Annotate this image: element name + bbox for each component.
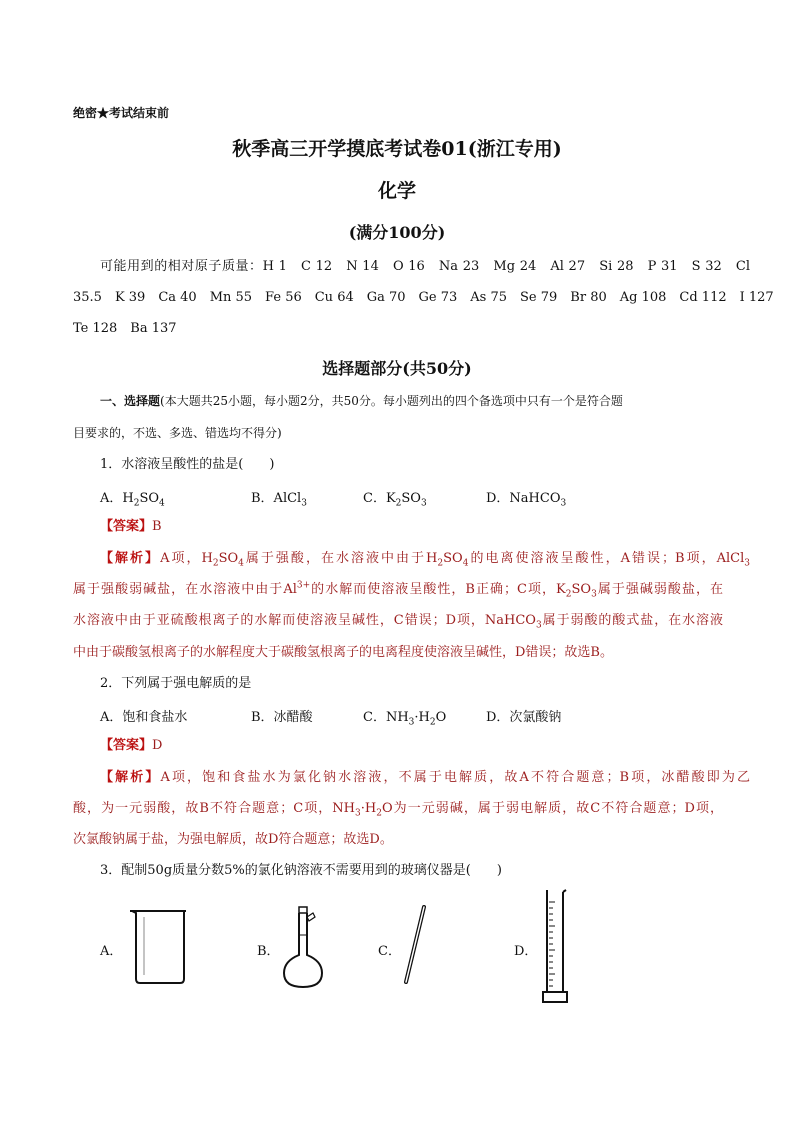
section-intro-line-2: 目要求的，不选、多选、错选均不得分) <box>73 426 282 440</box>
q3-label-a: A． <box>100 944 123 959</box>
beaker-icon <box>130 905 190 985</box>
section-title: 选择题部分(共50分) <box>322 359 472 378</box>
q2-option-c: C．$NH_3\cdot H_2O$ <box>363 710 447 728</box>
q1-analysis-line-2: 属于强酸弱碱盐，在水溶液中由于$Al^{3+}$的水解而使溶液呈酸性，B正确；C项，$K_2SO_3$属于强碱弱酸盐，在 <box>73 580 723 600</box>
confidential-mark: 绝密★考试结束前 <box>73 106 170 120</box>
q2-option-b: B．冰醋酸 <box>251 710 313 725</box>
q1-option-d: D．NaHCO$_3$ <box>486 491 567 509</box>
q2-analysis-line-1: 【解析】A项，饱和食盐水为氯化钠水溶液，不属于电解质，故A不符合题意；B项，冰醋酸即为乙 <box>100 770 750 785</box>
q1-stem: 1．水溶液呈酸性的盐是( ) <box>100 457 275 472</box>
q3-label-b: B． <box>257 944 280 959</box>
glass-rod-icon <box>400 905 430 985</box>
q2-analysis-line-2: 酸，为一元弱酸，故B不符合题意；C项，$NH_3\cdot H_2O$为一元弱碱，属于弱电解质，故C不符合题意；D项， <box>73 801 724 819</box>
atomic-mass-line-2: 35.5 K 39 Ca 40 Mn 55 Fe 56 Cu 64 Ga 70 Ge 73 As 75 Se 79 Br 80 Ag 108 Cd 112 I 127 <box>73 290 774 305</box>
full-score: (满分100分) <box>348 223 446 242</box>
section-intro-bold: 一、选择题 <box>100 394 161 408</box>
exam-title: 秋季高三开学摸底考试卷01(浙江专用) <box>232 138 562 160</box>
q3-label-c: C． <box>378 944 401 959</box>
section-intro-text: (本大题共25小题，每小题2分，共50分。每小题列出的四个备选项中只有一个是符合题 <box>160 394 623 408</box>
q1-analysis-line-1: 【解析】A项，$H_2SO_4$属于强酸，在水溶液中由于$H_2SO_4$的电离使溶液呈酸性，A错误；B项，AlCl$_3$ <box>100 551 750 569</box>
q1-option-c: C．$K_2SO_3$ <box>363 491 427 509</box>
q2-stem: 2．下列属于强电解质的是 <box>100 676 252 691</box>
atomic-mass-line-1: 可能用到的相对原子质量：H 1 C 12 N 14 O 16 Na 23 Mg 24 Al 27 Si 28 P 31 S 32 Cl <box>100 259 750 274</box>
q2-analysis-line-3: 次氯酸钠属于盐，为强电解质，故D符合题意；故选D。 <box>73 832 393 847</box>
q1-analysis-line-4: 中由于碳酸氢根离子的水解程度大于碳酸氢根离子的电离程度使溶液呈碱性，D错误；故选B。 <box>73 645 613 660</box>
subject-title: 化学 <box>377 180 416 202</box>
section-intro <box>100 392 750 410</box>
q1-answer: 【答案】B <box>100 519 162 534</box>
q3-label-d: D． <box>514 944 538 959</box>
q1-analysis-line-3: 水溶液中由于亚硫酸根离子的水解而使溶液呈碱性，C错误；D项，NaHCO$_3$属于弱酸的酸式盐，在水溶液 <box>73 613 723 631</box>
volumetric-flask-icon <box>280 905 330 990</box>
q2-option-d: D．次氯酸钠 <box>486 710 562 725</box>
q1-option-b: B．AlCl$_3$ <box>251 491 307 509</box>
atomic-mass-line-3: Te 128 Ba 137 <box>73 321 177 336</box>
q1-option-a: A．$H_2SO_4$ <box>100 491 165 509</box>
graduated-cylinder-icon <box>540 888 570 1006</box>
q2-option-a: A．饱和食盐水 <box>100 710 188 725</box>
q3-stem: 3．配制50g质量分数5%的氯化钠溶液不需要用到的玻璃仪器是( ) <box>100 863 502 878</box>
q2-answer: 【答案】D <box>100 738 163 753</box>
